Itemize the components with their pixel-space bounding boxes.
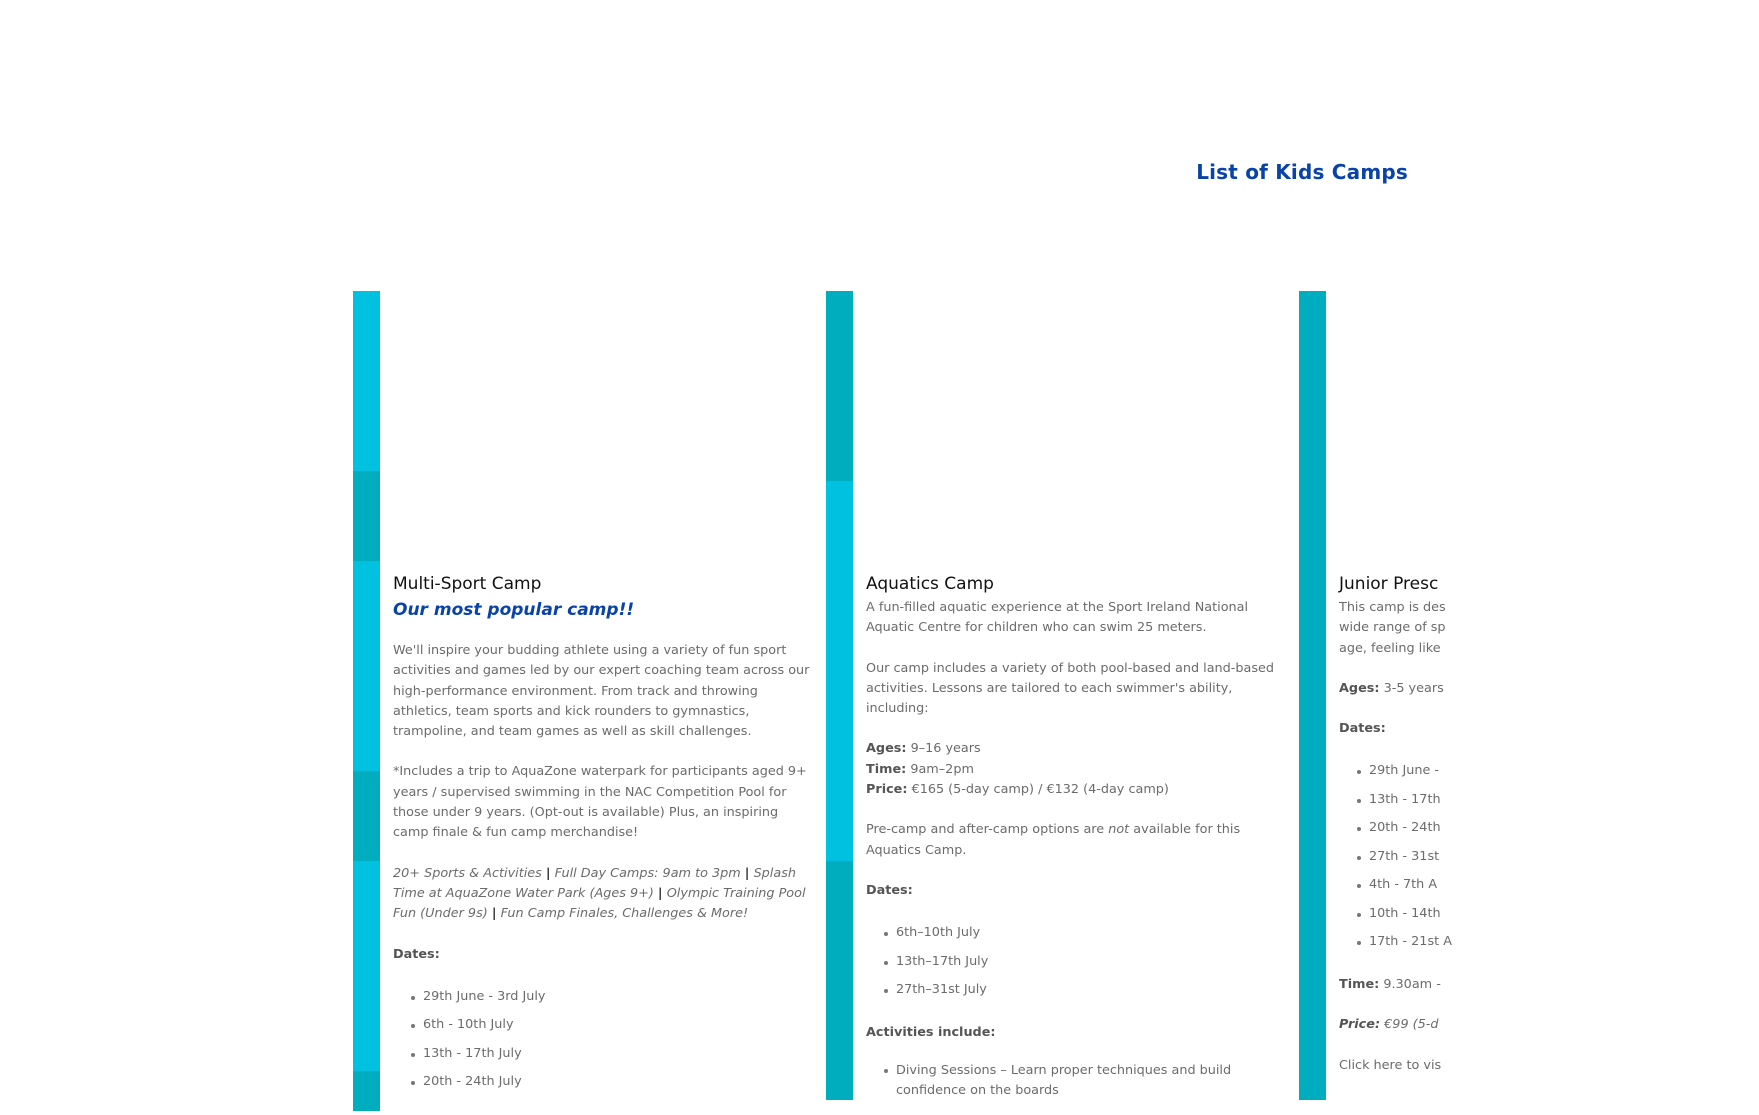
list-item: 10th - 14th bbox=[1369, 900, 1759, 929]
intro-line: age, feeling like bbox=[1339, 640, 1441, 656]
camp-card-aquatics bbox=[826, 291, 1276, 1100]
list-item: 6th - 10th July bbox=[423, 1011, 813, 1040]
dates-label: Dates: bbox=[393, 946, 440, 962]
time-label: Time: bbox=[1339, 976, 1380, 992]
list-item: 27th–31st July bbox=[896, 976, 1286, 1005]
list-item: 20th - 24th July bbox=[423, 1068, 813, 1097]
camp-title: Aquatics Camp bbox=[866, 574, 994, 594]
ages-value: 3-5 years bbox=[1383, 680, 1444, 696]
list-item: 6th–10th July bbox=[896, 919, 1286, 948]
camp-note bbox=[866, 820, 1286, 861]
feature-separator: | bbox=[491, 906, 497, 922]
dates-label: Dates: bbox=[866, 882, 913, 898]
note-text: Pre-camp and after-camp options are bbox=[866, 822, 1105, 838]
camp-card-junior-preschool bbox=[1299, 291, 1452, 1100]
card-accent-stripe bbox=[1299, 291, 1326, 1100]
feature-separator: | bbox=[744, 865, 750, 881]
camp-tagline: Our most popular camp!! bbox=[393, 600, 635, 620]
dates-list bbox=[393, 983, 813, 1097]
card-accent-stripe bbox=[353, 291, 380, 1100]
activities-list bbox=[866, 1061, 1286, 1102]
ages-value: 9–16 years bbox=[910, 741, 981, 757]
feature-item: 20+ Sports & Activities bbox=[393, 865, 542, 881]
price-value: €165 (5-day camp) / €132 (4-day camp) bbox=[911, 782, 1169, 798]
list-item: 13th–17th July bbox=[896, 948, 1286, 977]
camp-description: Our camp includes a variety of both pool-based and land-based activities. Lessons are tailored to each swimmer's ability, including: bbox=[866, 660, 1275, 717]
camp-title: Junior Presc bbox=[1339, 574, 1439, 594]
camp-ages bbox=[1339, 679, 1759, 699]
stripe-band bbox=[826, 481, 853, 861]
card-accent-stripe bbox=[826, 291, 853, 1100]
list-item: 13th - 17th bbox=[1369, 786, 1759, 815]
camp-time bbox=[1339, 975, 1759, 995]
dates-list bbox=[1339, 757, 1759, 957]
stripe-band bbox=[353, 471, 380, 561]
dates-label: Dates: bbox=[1339, 721, 1386, 737]
camp-link[interactable] bbox=[1339, 1056, 1759, 1076]
list-item: 29th June - 3rd July bbox=[423, 983, 813, 1012]
time-value: 9.30am - bbox=[1383, 976, 1441, 992]
time-label: Time: bbox=[866, 761, 907, 777]
price-label: Price: bbox=[866, 782, 908, 798]
time-value: 9am–2pm bbox=[910, 761, 974, 777]
camp-features bbox=[393, 864, 813, 925]
list-item: 13th - 17th July bbox=[423, 1040, 813, 1069]
feature-item: Olympic Training Pool Fun (Under 9s) bbox=[393, 885, 806, 922]
camp-intro: A fun-filled aquatic experience at the Sport Ireland National Aquatic Centre for children who can swim 25 meters. bbox=[866, 600, 1249, 636]
visit-link[interactable]: Click here to vis bbox=[1339, 1057, 1442, 1073]
camp-details bbox=[866, 739, 1286, 800]
list-item: Diving Sessions – Learn proper techniques and build confidence on the boards bbox=[896, 1061, 1286, 1102]
stripe-band bbox=[353, 771, 380, 861]
ages-label: Ages: bbox=[1339, 680, 1380, 696]
list-item: 29th June - bbox=[1369, 757, 1759, 786]
camp-description: We'll inspire your budding athlete using a variety of fun sport activities and games led by our expert coaching team across our high-performance environment. From track and throwing athletics, team sports and kick rounders to gymnastics, trampoline, and team games as well as skill challenges. bbox=[393, 643, 810, 740]
camp-extras: *Includes a trip to AquaZone waterpark for participants aged 9+ years / supervised swimming in the NAC Competition Pool for those under 9 years. (Opt-out is available) Plus, an inspiring camp finale & fun camp merchandise! bbox=[393, 764, 807, 841]
ages-label: Ages: bbox=[866, 741, 907, 757]
note-emphasis: not bbox=[1108, 822, 1130, 838]
list-item: 4th - 7th A bbox=[1369, 871, 1759, 900]
feature-item: Full Day Camps: 9am to 3pm bbox=[554, 865, 741, 881]
intro-line: wide range of sp bbox=[1339, 620, 1446, 636]
camp-title: Multi-Sport Camp bbox=[393, 574, 542, 594]
feature-item: Fun Camp Finales, Challenges & More! bbox=[500, 906, 749, 922]
price-label: Price: bbox=[1339, 1017, 1381, 1033]
stripe-band bbox=[353, 1071, 380, 1111]
camp-price bbox=[1339, 1015, 1759, 1035]
note-text: available for this Aquatics Camp. bbox=[866, 822, 1241, 858]
feature-item: Splash Time at AquaZone Water Park (Ages 9+) bbox=[393, 865, 796, 901]
camp-card-multi-sport bbox=[353, 291, 810, 1100]
activities-label: Activities include: bbox=[866, 1024, 996, 1040]
price-value: €99 (5-d bbox=[1384, 1017, 1439, 1033]
feature-separator: | bbox=[545, 865, 551, 881]
list-item: 20th - 24th bbox=[1369, 814, 1759, 843]
page-title: List of Kids Camps bbox=[1196, 160, 1408, 184]
dates-list bbox=[866, 919, 1286, 1005]
intro-line: This camp is des bbox=[1339, 600, 1446, 615]
camp-intro bbox=[1339, 598, 1759, 659]
list-item: 27th - 31st bbox=[1369, 843, 1759, 872]
feature-separator: | bbox=[657, 885, 663, 901]
list-item: 17th - 21st A bbox=[1369, 928, 1759, 957]
